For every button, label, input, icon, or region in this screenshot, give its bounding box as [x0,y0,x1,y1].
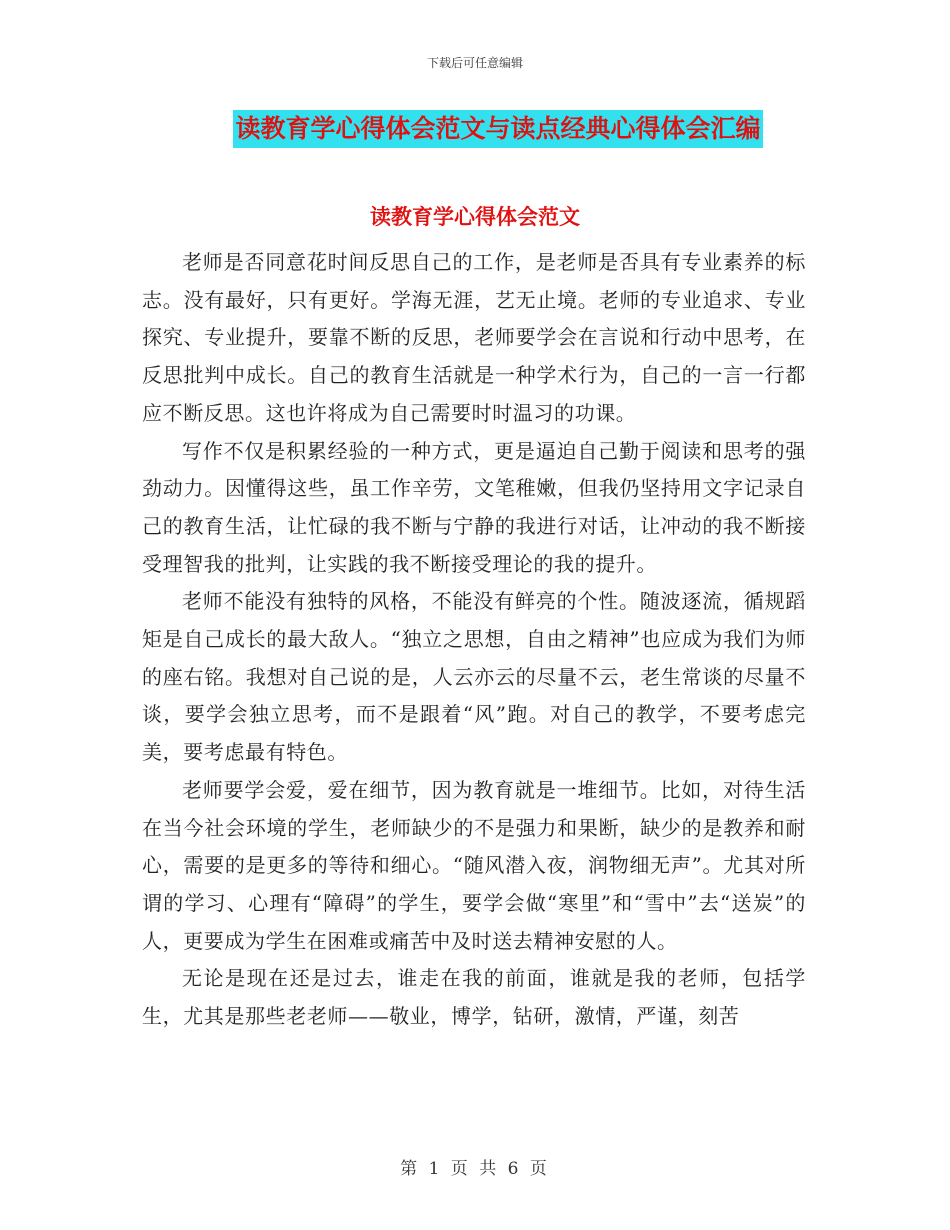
section-title: 读教育学心得体会范文 [370,204,580,229]
page-footer: 第 1 页 共 6 页 [400,1159,550,1179]
paragraph-4: 老师要学会爱，爱在细节，因为教育就是一堆细节。比如，对待生活在当今社会环境的学生，老师缺少的不是强力和果断，缺少的是教养和耐心，需要的是更多的等待和细心。“随风潜入夜，润物细无声”。尤其对所谓的学习、心理有“障碍”的学生，要学会做“寒里”和“雪中”去“送炭”的人，更要成为学生在困难或痛苦中及时送去精神安慰的人。 [142,777,806,953]
paragraph-3: 老师不能没有独特的风格，不能没有鲜亮的个性。随波逐流，循规蹈矩是自己成长的最大敌人。“独立之思想，自由之精神”也应成为我们为师的座右铭。我想对自己说的是，人云亦云的尽量不云，老生常谈的尽量不谈，要学会独立思考，而不是跟着“风”跑。对自己的教学，不要考虑完美，要考虑最有特色。 [142,589,806,765]
header-note: 下载后可任意编辑 [426,56,523,70]
paragraph-1: 老师是否同意花时间反思自己的工作，是老师是否具有专业素养的标志。没有最好，只有更好。学海无涯，艺无止境。老师的专业追求、专业探究、专业提升，要靠不断的反思，老师要学会在言说和行动中思考，在反思批判中成长。自己的教育生活就是一种学术行为，自己的一言一行都应不断反思。这也许将成为自己需要时时温习的功课。 [142,250,806,425]
paragraph-5: 无论是现在还是过去，谁走在我的前面，谁就是我的老师，包括学生，尤其是那些老老师——敬业，博学，钻研，激情，严谨，刻苦 [142,966,806,1029]
body-text [142,244,806,1036]
paragraph-2: 写作不仅是积累经验的一种方式，更是逼迫自己勤于阅读和思考的强劲动力。因懂得这些，虽工作辛劳，文笔稚嫩，但我仍坚持用文字记录自己的教育生活，让忙碌的我不断与宁静的我进行对话，让冲动的我不断接受理智我的批判，让实践的我不断接受理论的我的提升。 [142,438,806,576]
document-title: 读教育学心得体会范文与读点经典心得体会汇编 [233,110,762,148]
document-title-container [0,110,950,148]
